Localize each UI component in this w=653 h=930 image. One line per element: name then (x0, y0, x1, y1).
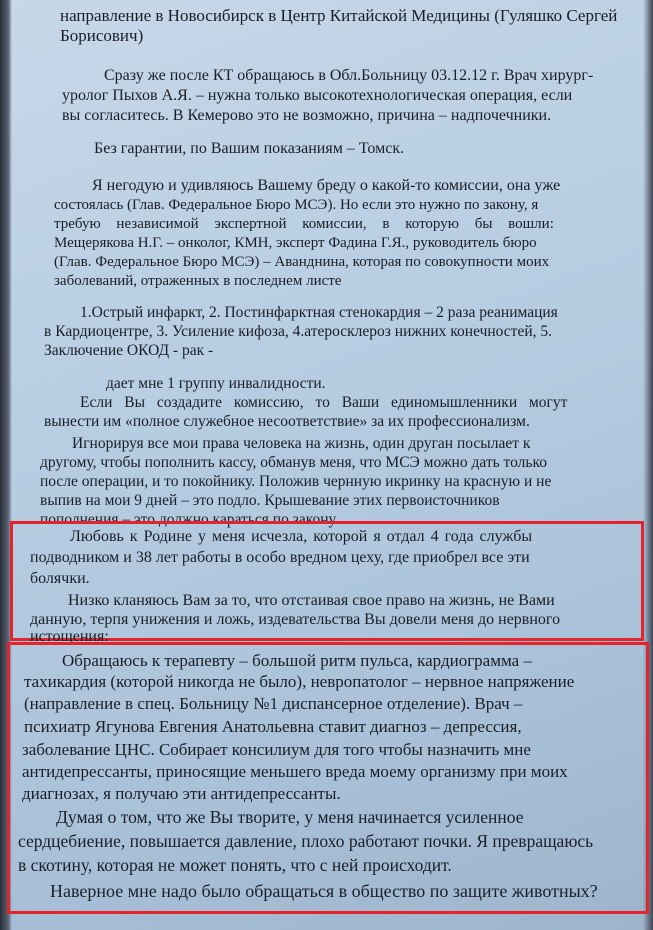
text-line: психиатр Ягунова Евгения Анатольевна ставит диагноз – депрессия, (24, 717, 522, 736)
text-line: (направление в спец. Больницу №1 диспансерное отделение). Врач – (24, 694, 523, 713)
text-line: Низко кланяюсь Вам за то, что отстаивая свое право на жизнь, не Вами (68, 592, 555, 609)
text-line: заболевание ЦНС. Собирает консилиум для того чтобы назначить мне (22, 740, 531, 759)
text-line: (Глав. Федеральное Бюро МСЭ) – Аванднина, которая по совокупности моих (54, 254, 550, 270)
text-line: вы согласитесь. В Кемерово это не возможно, причина – надпочечники. (62, 107, 552, 124)
text-line: антидепрессанты, приносящие меньшего вреда моему организму при моих (22, 762, 568, 781)
text-line: сердцебиение, повышается давление, плохо работают почки. Я превращаюсь (18, 831, 594, 851)
text-line: Думая о том, что же Вы творите, у меня начинается усиленное (56, 807, 524, 827)
text-line: состоялась (Глав. Федеральное Бюро МСЭ). Но если это нужно по закону, я (54, 197, 539, 213)
text-line: пополнения – это должно караться по закону. (40, 511, 339, 528)
text-line: вынести им «полное служебное несоответствие» за их профессионализм. (44, 413, 530, 430)
text-line: дает мне 1 группу инвалидности. (106, 375, 326, 392)
text-line: выпив на мои 9 дней – это подло. Крышевание этих первоисточников (40, 492, 500, 509)
text-line: в скотину, которая не может понять, что с ней происходит. (18, 855, 452, 875)
text-line: требую независимой экспертной комиссии, в которую бы вошли: (54, 216, 554, 232)
text-line: заболеваний, отраженных в последнем листе (54, 273, 342, 289)
text-line: после операции, и то покойнику. Положив чернную икринку на красную и не (40, 473, 552, 490)
text-line: 1.Острый инфаркт, 2. Постинфарктная стенокардия – 2 раза реанимация (80, 304, 558, 321)
text-line: Борисович) (60, 26, 144, 45)
text-line: Без гарантии, по Вашим показаниям – Томск. (94, 140, 405, 157)
text-line: Обращаюсь к терапевту – большой ритм пульса, кардиограмма – (62, 651, 532, 670)
text-line: Любовь к Родине у меня исчезла, которой я отдал 4 года службы (70, 528, 533, 545)
text-line: тахикардия (которой никогда не было), невропатолог – нервное напряжение (24, 672, 575, 691)
text-line: Заключение ОКОД - рак - (44, 342, 214, 359)
text-line: другому, чтобы пополнить кассу, обманув меня, что МСЭ можно дать только (40, 454, 547, 471)
text-line: Сразу же после КТ обращаюсь в Обл.Больницу 03.12.12 г. Врач хирург- (104, 67, 594, 84)
text-line: Я негодую и удивляюсь Вашему бреду о какой-то комиссии, она уже (92, 177, 561, 194)
text-line: уролог Пыхов А.Я. – нужна только высокотехнологическая операция, если (62, 87, 573, 104)
text-line: Игнорируя все мои права человека на жизнь, один друган посылает к (72, 435, 531, 452)
text-line: диагнозах, я получаю эти антидепрессанты. (22, 784, 341, 803)
text-line: Наверное мне надо было обращаться в общество по защите животных? (50, 881, 598, 901)
text-line: в Кардиоцентре, 3. Усиление кифоза, 4.атеросклероз нижних конечностей, 5. (44, 323, 553, 340)
text-line: истощения: (30, 628, 109, 645)
text-line: Если Вы создадите комиссию, то Ваши единомышленники могут (80, 394, 568, 411)
text-line: данную, терпя унижения и ложь, издевательства Вы довели меня до нервного (30, 611, 561, 628)
text-line: болячки. (30, 570, 90, 587)
text-line: Мещерякова Н.Г. – онколог, КМН, эксперт Фадина Г.Я., руководитель бюро (54, 235, 537, 251)
text-line: направление в Новосибирск в Центр Китайской Медицины (Гуляшко Сергей (60, 6, 618, 25)
text-line: подводником и 38 лет работы в особо вредном цеху, где приобрел все эти (30, 549, 530, 566)
